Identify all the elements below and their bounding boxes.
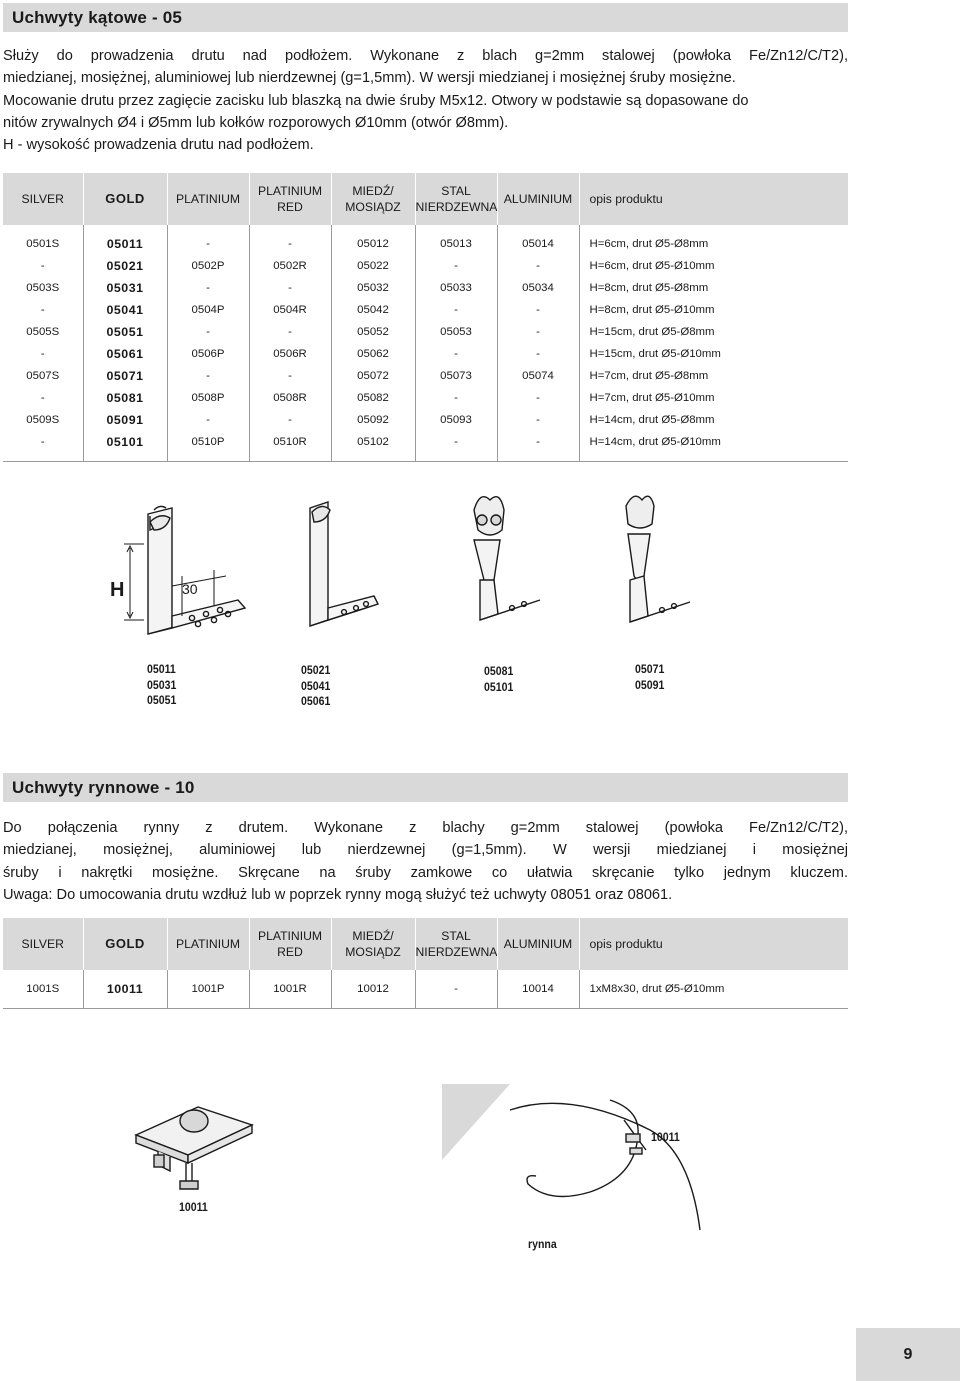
table-cell: 1001S bbox=[26, 983, 60, 995]
table-spacer-row bbox=[3, 225, 848, 233]
figure-code: 05061 bbox=[301, 694, 331, 708]
table-cell: 05082 bbox=[331, 387, 415, 409]
table-cell: - bbox=[497, 299, 579, 321]
angle-holder-illustration-2 bbox=[300, 490, 390, 650]
table-cell: 05034 bbox=[497, 277, 579, 299]
table-cell: 05031 bbox=[83, 277, 167, 299]
gutter-mount-code: 10011 bbox=[651, 1130, 680, 1144]
spacer-cell bbox=[579, 1000, 848, 1008]
spacer-cell bbox=[579, 970, 848, 978]
table-cell: H=8cm, drut Ø5-Ø8mm bbox=[579, 277, 848, 299]
table-row bbox=[3, 431, 848, 453]
table-cell: - bbox=[415, 978, 497, 1000]
spacer-cell bbox=[415, 970, 497, 978]
column-header-platinium-red: PLATINIUM RED bbox=[249, 918, 331, 970]
table-cell: - bbox=[249, 409, 331, 431]
table-row bbox=[3, 387, 848, 409]
column-header-aluminium: ALUMINIUM bbox=[497, 173, 579, 225]
dimension-h-label: H bbox=[110, 579, 125, 601]
table-cell: - bbox=[415, 387, 497, 409]
table-cell: 0502P bbox=[167, 255, 249, 277]
figure-code: 05021 bbox=[301, 663, 331, 677]
figure-code: 05091 bbox=[635, 677, 665, 692]
table-cell: - bbox=[167, 233, 249, 255]
column-header-silver: SILVER bbox=[3, 918, 83, 970]
table-cell: 0510R bbox=[249, 431, 331, 453]
table-spacer-row bbox=[3, 453, 848, 461]
table-cell: 05053 bbox=[415, 321, 497, 343]
angle-holder-illustration-1 bbox=[110, 500, 280, 660]
table-cell: 05061 bbox=[83, 343, 167, 365]
table-cell: 1001R bbox=[249, 978, 331, 1000]
figure-code: 05011 bbox=[147, 662, 176, 676]
table-cell: - bbox=[167, 277, 249, 299]
table-cell: - bbox=[249, 233, 331, 255]
table-cell: - bbox=[249, 277, 331, 299]
table-row bbox=[3, 321, 848, 343]
column-header-silver: SILVER bbox=[3, 173, 83, 225]
section2-line: Uwaga: Do umocowania drutu wzdłuż lub w poprzek rynny mogą służyć też uchwyty 08051 oraz 08061. bbox=[3, 886, 673, 903]
spacer-cell bbox=[83, 453, 167, 461]
table-cell: - bbox=[497, 255, 579, 277]
table-cell: 0502R bbox=[249, 255, 331, 277]
spacer-cell bbox=[167, 970, 249, 978]
spacer-cell bbox=[3, 970, 83, 978]
table-cell: 05081 bbox=[83, 387, 167, 409]
section2-description bbox=[3, 817, 848, 906]
table-row bbox=[3, 255, 848, 277]
column-header-stal-nierdzewna: STAL NIERDZEWNA bbox=[415, 918, 497, 970]
table-cell: 0508P bbox=[167, 387, 249, 409]
table-cell: 05062 bbox=[331, 343, 415, 365]
spacer-cell bbox=[497, 225, 579, 233]
table-spacer-row bbox=[3, 1000, 848, 1008]
table-row bbox=[3, 343, 848, 365]
gutter-clamp-code: 10011 bbox=[179, 1200, 208, 1214]
column-header-miedz-mosiadz: MIEDŹ/ MOSIĄDZ bbox=[331, 173, 415, 225]
figure-codes-group-3 bbox=[484, 664, 513, 695]
table-cell: 05074 bbox=[497, 365, 579, 387]
column-header-miedz-mosiadz: MIEDŹ/ MOSIĄDZ bbox=[331, 918, 415, 970]
table-cell: 0506R bbox=[249, 343, 331, 365]
column-header-gold: GOLD bbox=[83, 918, 167, 970]
table-cell: 0504R bbox=[249, 299, 331, 321]
table-cell: 05091 bbox=[83, 409, 167, 431]
table-cell: 05102 bbox=[331, 431, 415, 453]
table-cell: - bbox=[497, 343, 579, 365]
spacer-cell bbox=[415, 225, 497, 233]
table-cell: 05042 bbox=[331, 299, 415, 321]
table-cell: 05072 bbox=[331, 365, 415, 387]
figure-codes-group-2 bbox=[301, 663, 330, 710]
table-cell: H=6cm, drut Ø5-Ø10mm bbox=[579, 255, 848, 277]
table-cell: - bbox=[249, 365, 331, 387]
product-table-05 bbox=[3, 173, 848, 462]
table-cell: H=7cm, drut Ø5-Ø10mm bbox=[579, 387, 848, 409]
section2-line: miedzianej, mosiężnej, aluminiowej lub nierdzewnej (g=1,5mm). W wersji miedzianej i mosiężnej bbox=[3, 842, 848, 859]
angle-holder-illustration-3 bbox=[460, 480, 550, 650]
spacer-cell bbox=[3, 1000, 83, 1008]
spacer-cell bbox=[249, 970, 331, 978]
spacer-cell bbox=[167, 225, 249, 233]
table-cell: 05052 bbox=[331, 321, 415, 343]
table-cell: 05011 bbox=[83, 233, 167, 255]
table-cell: - bbox=[497, 431, 579, 453]
table-cell: - bbox=[40, 436, 45, 448]
spacer-cell bbox=[167, 453, 249, 461]
column-header-platinium: PLATINIUM bbox=[167, 173, 249, 225]
page-number: 9 bbox=[856, 1328, 960, 1381]
figure-code: 05081 bbox=[484, 664, 514, 678]
figure-code: 05041 bbox=[301, 678, 331, 693]
figure-code: 05071 bbox=[635, 662, 665, 676]
spacer-cell bbox=[331, 453, 415, 461]
table-cell: 0504P bbox=[167, 299, 249, 321]
spacer-cell bbox=[3, 225, 83, 233]
section1-line: Mocowanie drutu przez zagięcie zacisku lub blaszką na dwie śruby M5x12. Otwory w podstawie są dopasowane do bbox=[3, 92, 749, 109]
table-cell: - bbox=[167, 321, 249, 343]
spacer-cell bbox=[3, 453, 83, 461]
table-cell: H=15cm, drut Ø5-Ø10mm bbox=[579, 343, 848, 365]
table-row bbox=[3, 299, 848, 321]
table-cell: 0509S bbox=[26, 414, 60, 426]
section1-line: H - wysokość prowadzenia drutu nad podłożem. bbox=[3, 137, 314, 154]
table-cell: 05033 bbox=[415, 277, 497, 299]
spacer-cell bbox=[415, 1000, 497, 1008]
angle-holder-illustration-4 bbox=[610, 480, 700, 650]
table-cell: 0505S bbox=[26, 326, 60, 338]
table-cell: 05022 bbox=[331, 255, 415, 277]
table-cell: - bbox=[415, 299, 497, 321]
spacer-cell bbox=[331, 970, 415, 978]
table-cell: 0503S bbox=[26, 282, 60, 294]
table-cell: 0501S bbox=[26, 238, 60, 250]
table-cell: H=15cm, drut Ø5-Ø8mm bbox=[579, 321, 848, 343]
table-cell: 05092 bbox=[331, 409, 415, 431]
dimension-30-label: 30 bbox=[182, 581, 198, 597]
table-cell: - bbox=[40, 260, 45, 272]
table-cell: 05021 bbox=[83, 255, 167, 277]
table-cell: - bbox=[40, 304, 45, 316]
table-cell: 05101 bbox=[83, 431, 167, 453]
spacer-cell bbox=[579, 453, 848, 461]
section1-line: Służy do prowadzenia drutu nad podłożem. Wykonane z blach g=2mm stalowej (powłoka Fe/Zn12/C/T2), bbox=[3, 48, 848, 64]
spacer-cell bbox=[579, 225, 848, 233]
spacer-cell bbox=[497, 1000, 579, 1008]
table-cell: 05041 bbox=[83, 299, 167, 321]
spacer-cell bbox=[83, 1000, 167, 1008]
table-cell: - bbox=[415, 431, 497, 453]
table-cell: - bbox=[249, 321, 331, 343]
table-spacer-row bbox=[3, 970, 848, 978]
table-header-row bbox=[3, 173, 848, 225]
table-cell: 0510P bbox=[167, 431, 249, 453]
table-cell: 05073 bbox=[415, 365, 497, 387]
table-cell: 05071 bbox=[83, 365, 167, 387]
spacer-cell bbox=[167, 1000, 249, 1008]
table-cell: - bbox=[40, 348, 45, 360]
figure-code: 05101 bbox=[484, 679, 514, 694]
column-header-stal-nierdzewna: STAL NIERDZEWNA bbox=[415, 173, 497, 225]
spacer-cell bbox=[331, 1000, 415, 1008]
section1-line: nitów zrywalnych Ø4 i Ø5mm lub kołków rozporowych Ø10mm (otwór Ø8mm). bbox=[3, 114, 509, 131]
figure-codes-group-1 bbox=[147, 662, 176, 709]
table-cell: 0508R bbox=[249, 387, 331, 409]
table-row bbox=[3, 233, 848, 255]
table-cell: 10014 bbox=[497, 978, 579, 1000]
table-cell: - bbox=[497, 321, 579, 343]
spacer-cell bbox=[497, 453, 579, 461]
table-cell: H=6cm, drut Ø5-Ø8mm bbox=[579, 233, 848, 255]
table-cell: 10011 bbox=[83, 978, 167, 1000]
table-cell: - bbox=[40, 392, 45, 404]
table-cell: - bbox=[497, 409, 579, 431]
figure-codes-group-4 bbox=[635, 662, 664, 693]
column-header-aluminium: ALUMINIUM bbox=[497, 918, 579, 970]
spacer-cell bbox=[249, 453, 331, 461]
table-cell: H=14cm, drut Ø5-Ø10mm bbox=[579, 431, 848, 453]
column-header-opis: opis produktu bbox=[579, 173, 848, 225]
table-cell: 05012 bbox=[331, 233, 415, 255]
table-cell: 05014 bbox=[497, 233, 579, 255]
spacer-cell bbox=[497, 970, 579, 978]
figure-code: 05051 bbox=[147, 693, 177, 707]
spacer-cell bbox=[415, 453, 497, 461]
gutter-mount-illustration bbox=[440, 1080, 700, 1250]
table-cell: H=7cm, drut Ø5-Ø8mm bbox=[579, 365, 848, 387]
table-cell: - bbox=[167, 409, 249, 431]
table-row bbox=[3, 277, 848, 299]
section2-line: Do połączenia rynny z drutem. Wykonane z blachy g=2mm stalowej (powłoka Fe/Zn12/C/T2), bbox=[3, 820, 848, 836]
table-cell: 05093 bbox=[415, 409, 497, 431]
table-cell: H=14cm, drut Ø5-Ø8mm bbox=[579, 409, 848, 431]
table-cell: 0507S bbox=[26, 370, 60, 382]
table-row bbox=[3, 365, 848, 387]
spacer-cell bbox=[331, 225, 415, 233]
table-cell: 10012 bbox=[331, 978, 415, 1000]
column-header-platinium-red: PLATINIUM RED bbox=[249, 173, 331, 225]
section-title-uchwyty-katowe: Uchwyty kątowe - 05 bbox=[3, 3, 848, 32]
product-table-10 bbox=[3, 918, 848, 1009]
column-header-gold: GOLD bbox=[83, 173, 167, 225]
table-row bbox=[3, 978, 848, 1000]
spacer-cell bbox=[83, 225, 167, 233]
column-header-platinium: PLATINIUM bbox=[167, 918, 249, 970]
section1-line: miedzianej, mosiężnej, aluminiowej lub nierdzewnej (g=1,5mm). W wersji miedzianej i mosiężnej śruby mosiężne. bbox=[3, 70, 736, 87]
table-cell: 05013 bbox=[415, 233, 497, 255]
table-cell: - bbox=[415, 343, 497, 365]
column-header-opis: opis produktu bbox=[579, 918, 848, 970]
table-cell: 05051 bbox=[83, 321, 167, 343]
table-cell: - bbox=[497, 387, 579, 409]
section2-line: śruby i nakrętki mosiężne. Skręcane na śruby zamkowe co ułatwia skręcanie tylko jednym kluczem. bbox=[3, 864, 848, 881]
spacer-cell bbox=[249, 1000, 331, 1008]
gutter-clamp-illustration bbox=[128, 1085, 268, 1195]
table-cell: 05032 bbox=[331, 277, 415, 299]
table-row bbox=[3, 409, 848, 431]
spacer-cell bbox=[249, 225, 331, 233]
table-cell: - bbox=[167, 365, 249, 387]
section1-description bbox=[3, 45, 848, 156]
table-cell: H=8cm, drut Ø5-Ø10mm bbox=[579, 299, 848, 321]
table-header-row bbox=[3, 918, 848, 970]
table-cell: 0506P bbox=[167, 343, 249, 365]
spacer-cell bbox=[83, 970, 167, 978]
table-cell: 1001P bbox=[167, 978, 249, 1000]
table-cell: - bbox=[415, 255, 497, 277]
figure-code: 05031 bbox=[147, 677, 177, 692]
gutter-label: rynna bbox=[528, 1237, 557, 1251]
section-title-uchwyty-rynnowe: Uchwyty rynnowe - 10 bbox=[3, 773, 848, 802]
table-cell: 1xM8x30, drut Ø5-Ø10mm bbox=[579, 978, 848, 1000]
